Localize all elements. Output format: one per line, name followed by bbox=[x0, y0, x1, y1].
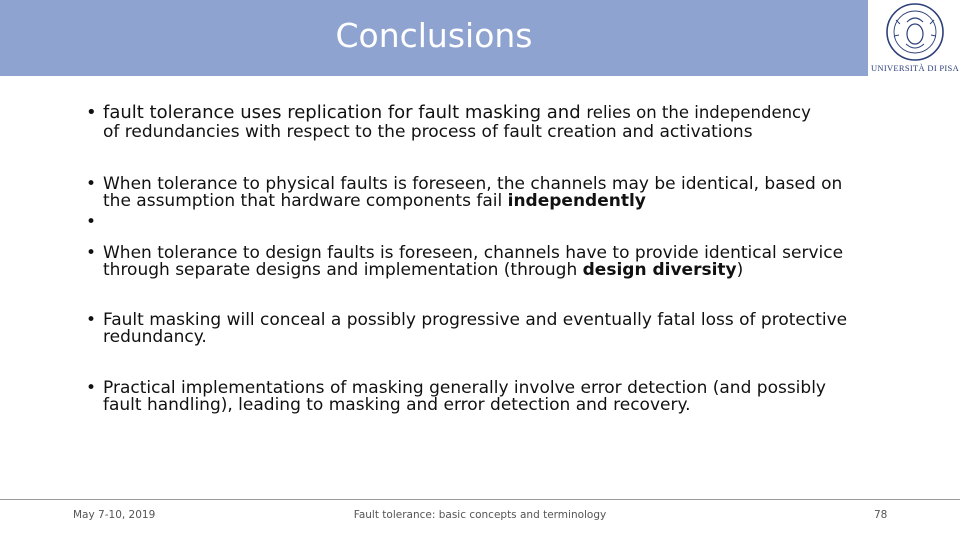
svg-text:UNIVERSITÀ DI PISA: UNIVERSITÀ DI PISA bbox=[870, 63, 960, 73]
bullet-text-tail: relies on the independency bbox=[586, 103, 811, 122]
bullet-marker: • bbox=[86, 102, 97, 123]
footer-date: May 7-10, 2019 bbox=[73, 509, 156, 521]
bullet-text-plain: the assumption that hardware components fail bbox=[103, 191, 508, 211]
bullet-text-line: When tolerance to design faults is foreseen, channels have to provide identical service bbox=[103, 243, 844, 263]
page-number: 78 bbox=[874, 509, 888, 521]
bullet-text-bold: independently bbox=[507, 191, 646, 211]
bullet-marker: • bbox=[86, 310, 97, 330]
bullet-text-line bbox=[103, 104, 811, 121]
footer-title: Fault tolerance: basic concepts and terminology bbox=[353, 509, 607, 521]
bullet-text-line bbox=[103, 193, 646, 210]
bullet-text-line bbox=[103, 262, 743, 279]
bullet-text-line: Practical implementations of masking generally involve error detection (and possibly bbox=[103, 378, 826, 398]
bullet-marker: • bbox=[86, 212, 97, 232]
bullet-text-line: redundancy. bbox=[103, 327, 207, 347]
bullet-text-main: fault tolerance uses replication for fault masking and bbox=[103, 102, 587, 123]
bullet-text-line: Fault masking will conceal a possibly progressive and eventually fatal loss of protective bbox=[103, 310, 848, 330]
bullet-text-plain: through separate designs and implementation (through bbox=[103, 260, 583, 280]
bullet-marker: • bbox=[86, 174, 97, 194]
bullet-text-line: When tolerance to physical faults is foreseen, the channels may be identical, based on bbox=[103, 174, 843, 194]
bullet-text-bold: design diversity bbox=[582, 260, 737, 280]
slide-title: Conclusions bbox=[335, 16, 533, 55]
university-seal-logo bbox=[870, 0, 960, 76]
bullet-marker: • bbox=[86, 378, 97, 398]
bullet-text-plain: ) bbox=[736, 260, 744, 280]
bullet-marker: • bbox=[86, 243, 97, 263]
seal-icon bbox=[887, 4, 943, 60]
bullet-text-line: of redundancies with respect to the process of fault creation and activations bbox=[103, 122, 753, 142]
footer-divider bbox=[0, 499, 960, 500]
bullet-text-line: fault handling), leading to masking and error detection and recovery. bbox=[103, 395, 691, 415]
